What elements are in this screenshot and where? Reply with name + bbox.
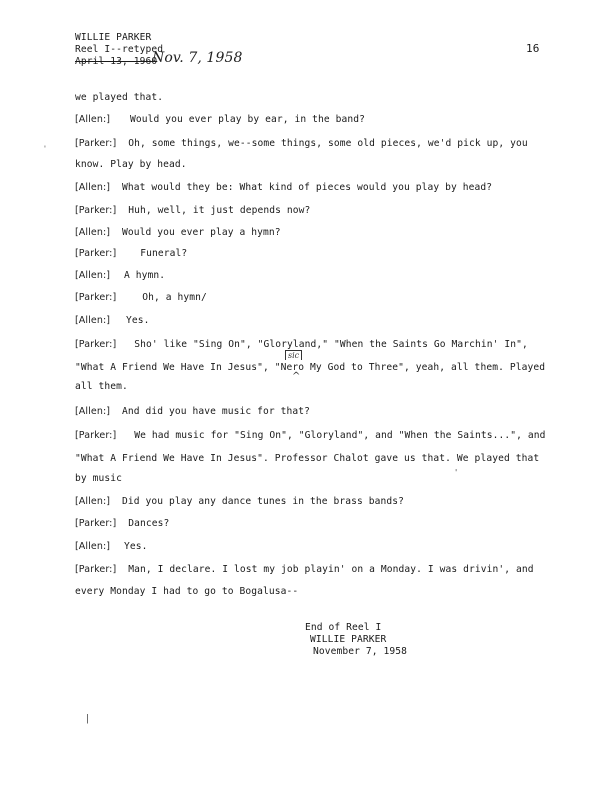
transcript-line bbox=[75, 362, 545, 373]
transcript-line bbox=[75, 159, 187, 170]
transcript-line bbox=[75, 315, 149, 326]
speaker-label: [Parker:] bbox=[75, 564, 117, 575]
line-text: by music bbox=[75, 473, 123, 484]
header-name: WILLIE PARKER bbox=[75, 32, 152, 43]
footer-date: November 7, 1958 bbox=[313, 646, 408, 657]
speaker-label: [Parker:] bbox=[75, 292, 117, 303]
transcript-line bbox=[75, 92, 163, 103]
transcript-line bbox=[75, 518, 169, 529]
header-reel: Reel I--retyped bbox=[75, 44, 164, 55]
line-text: Yes. bbox=[123, 541, 148, 552]
line-text: we played that. bbox=[75, 92, 164, 103]
scan-mark: ' bbox=[455, 468, 458, 477]
line-text: We had music for "Sing On", "Gloryland", and "When the Saints...", and bbox=[134, 430, 546, 441]
transcript-line bbox=[75, 564, 534, 575]
line-text: every Monday I had to go to Bogalusa-- bbox=[75, 586, 299, 597]
transcript-line bbox=[75, 541, 147, 552]
transcript-line bbox=[75, 430, 546, 441]
speaker-label: [Parker:] bbox=[75, 248, 117, 259]
line-text: Oh, some things, we--some things, some old pieces, we'd pick up, you bbox=[128, 138, 528, 149]
line-text: "What A Friend We Have In Jesus", "Nero My God to Three", yeah, all them. Played bbox=[75, 362, 546, 373]
transcript-line bbox=[75, 586, 298, 597]
line-text: Sho' like "Sing On", "Gloryland," "When the Saints Go Marchin' In", bbox=[134, 339, 528, 350]
scan-mark: | bbox=[86, 714, 90, 724]
transcript-line bbox=[75, 114, 365, 125]
transcript-line bbox=[75, 270, 165, 281]
header-original-date: April 13, 1960 bbox=[75, 56, 158, 67]
line-text: all them. bbox=[75, 381, 128, 392]
line-text: A hymn. bbox=[123, 270, 166, 281]
footer-end-of-reel: End of Reel I bbox=[305, 622, 382, 633]
line-text: Did you play any dance tunes in the brass bands? bbox=[121, 496, 404, 507]
transcript-line bbox=[75, 496, 404, 507]
line-text: "What A Friend We Have In Jesus". Professor Chalot gave us that. We played that bbox=[75, 453, 540, 464]
transcript-line bbox=[75, 227, 281, 238]
footer-name: WILLIE PARKER bbox=[310, 634, 387, 645]
line-text: Man, I declare. I lost my job playin' on a Monday. I was drivin', and bbox=[128, 564, 534, 575]
line-text: Oh, a hymn/ bbox=[142, 292, 207, 303]
line-text: What would they be: What kind of pieces would you play by head? bbox=[121, 182, 493, 193]
line-text: And did you have music for that? bbox=[121, 406, 310, 417]
speaker-label: [Allen:] bbox=[75, 406, 111, 417]
line-text: know. Play by head. bbox=[75, 159, 187, 170]
speaker-label: [Allen:] bbox=[75, 182, 111, 193]
transcript-line bbox=[75, 453, 539, 464]
speaker-label: [Parker:] bbox=[75, 339, 117, 350]
sic-annotation: sic bbox=[285, 350, 302, 360]
speaker-label: [Parker:] bbox=[75, 518, 117, 529]
transcript-line bbox=[75, 182, 492, 193]
transcript-line bbox=[75, 473, 122, 484]
transcript-line bbox=[75, 248, 187, 259]
speaker-label: [Allen:] bbox=[75, 227, 111, 238]
header-handwritten-date: Nov. 7, 1958 bbox=[152, 50, 243, 66]
speaker-label: [Allen:] bbox=[75, 496, 111, 507]
transcript-line bbox=[75, 381, 128, 392]
line-text: Would you ever play by ear, in the band? bbox=[129, 114, 365, 125]
speaker-label: [Parker:] bbox=[75, 205, 117, 216]
line-text: Funeral? bbox=[140, 248, 188, 259]
transcript-line bbox=[75, 292, 207, 303]
transcript-line bbox=[75, 406, 310, 417]
transcript-line bbox=[75, 138, 528, 149]
speaker-label: [Allen:] bbox=[75, 270, 111, 281]
line-text: Dances? bbox=[128, 518, 170, 529]
transcript-line bbox=[75, 339, 528, 350]
caret-mark: ^ bbox=[292, 371, 301, 382]
line-text: Would you ever play a hymn? bbox=[121, 227, 281, 238]
line-text: Huh, well, it just depends now? bbox=[128, 205, 311, 216]
speaker-label: [Allen:] bbox=[75, 114, 111, 125]
line-text: Yes. bbox=[125, 315, 150, 326]
speaker-label: [Allen:] bbox=[75, 315, 111, 326]
speaker-label: [Allen:] bbox=[75, 541, 111, 552]
scan-mark: ' bbox=[44, 145, 46, 153]
transcript-line bbox=[75, 205, 310, 216]
speaker-label: [Parker:] bbox=[75, 430, 117, 441]
speaker-label: [Parker:] bbox=[75, 138, 117, 149]
page-number: 16 bbox=[526, 42, 540, 55]
